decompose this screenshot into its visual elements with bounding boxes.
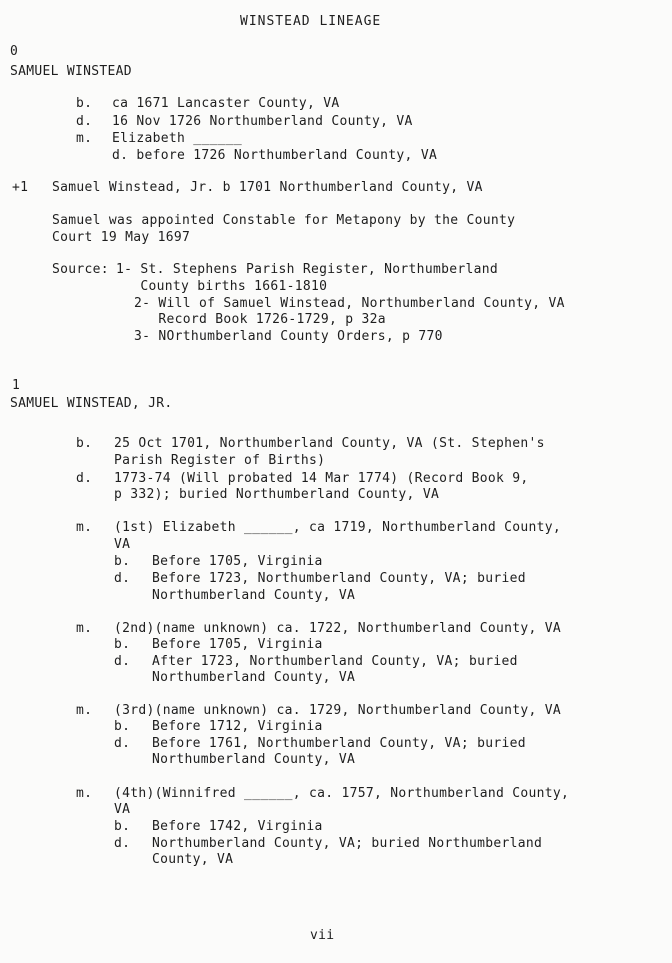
fact-text: Northumberland County, VA: [152, 588, 356, 603]
fact-text: 25 Oct 1701, Northumberland County, VA (St. Stephen's: [114, 436, 545, 451]
fact-text: 16 Nov 1726 Northumberland County, VA: [112, 114, 413, 129]
note-line: Court 19 May 1697: [52, 230, 191, 245]
person-name: SAMUEL WINSTEAD: [10, 64, 132, 79]
fact-text: Before 1712, Virginia: [152, 719, 323, 734]
fact-text: Before 1742, Virginia: [152, 819, 323, 834]
marriage-text: (4th)(Winnifred ______, ca. 1757, Northumberland County,: [114, 786, 570, 801]
fact-text: Before 1723, Northumberland County, VA; buried: [152, 571, 526, 586]
marriage-text: VA: [114, 537, 131, 552]
fact-tag: b.: [76, 436, 93, 451]
fact-tag: d.: [114, 571, 131, 586]
fact-text: p 332); buried Northumberland County, VA: [114, 487, 440, 502]
fact-tag: b.: [76, 96, 93, 111]
person-name: SAMUEL WINSTEAD, JR.: [10, 396, 173, 411]
fact-text: After 1723, Northumberland County, VA; buried: [152, 654, 518, 669]
fact-tag: d.: [114, 654, 131, 669]
note-line: Samuel was appointed Constable for Metapony by the County: [52, 213, 516, 228]
fact-text: Before 1761, Northumberland County, VA; buried: [152, 736, 526, 751]
fact-text: d. before 1726 Northumberland County, VA: [112, 148, 438, 163]
fact-tag: d.: [114, 836, 131, 851]
source-line: 2- Will of Samuel Winstead, Northumberland County, VA: [134, 296, 565, 311]
fact-tag: d.: [114, 736, 131, 751]
source-line: 1- St. Stephens Parish Register, Northumberland: [116, 262, 498, 277]
fact-tag: d.: [76, 114, 93, 129]
fact-tag: b.: [114, 819, 131, 834]
marriage-tag: m.: [76, 621, 93, 636]
marriage-text: VA: [114, 802, 131, 817]
fact-tag: m.: [76, 131, 93, 146]
marriage-text: (3rd)(name unknown) ca. 1729, Northumberland County, VA: [114, 703, 561, 718]
fact-text: ca 1671 Lancaster County, VA: [112, 96, 340, 111]
generation-number: 1: [12, 378, 21, 393]
generation-number: 0: [10, 44, 19, 59]
fact-tag: b.: [114, 637, 131, 652]
marriage-tag: m.: [76, 786, 93, 801]
page-title: WINSTEAD LINEAGE: [240, 14, 382, 29]
marriage-tag: m.: [76, 703, 93, 718]
fact-text: 1773-74 (Will probated 14 Mar 1774) (Record Book 9,: [114, 471, 529, 486]
fact-text: Northumberland County, VA; buried Northumberland: [152, 836, 543, 851]
fact-tag: d.: [76, 471, 93, 486]
child-entry: Samuel Winstead, Jr. b 1701 Northumberland County, VA: [52, 180, 483, 195]
fact-tag: b.: [114, 554, 131, 569]
fact-text: Northumberland County, VA: [152, 752, 356, 767]
fact-text: County, VA: [152, 852, 234, 867]
child-marker: +1: [12, 180, 29, 195]
source-line: 3- NOrthumberland County Orders, p 770: [134, 329, 443, 344]
source-line: Record Book 1726-1729, p 32a: [134, 312, 386, 327]
marriage-tag: m.: [76, 520, 93, 535]
fact-text: Northumberland County, VA: [152, 670, 356, 685]
page-number: vii: [310, 928, 335, 943]
marriage-text: (2nd)(name unknown) ca. 1722, Northumberland County, VA: [114, 621, 561, 636]
source-line: County births 1661-1810: [116, 279, 328, 294]
fact-text: Before 1705, Virginia: [152, 554, 323, 569]
fact-text: Elizabeth ______: [112, 131, 243, 146]
fact-text: Parish Register of Births): [114, 453, 326, 468]
fact-text: Before 1705, Virginia: [152, 637, 323, 652]
marriage-text: (1st) Elizabeth ______, ca 1719, Northumberland County,: [114, 520, 561, 535]
fact-tag: b.: [114, 719, 131, 734]
source-label: Source:: [52, 262, 109, 277]
